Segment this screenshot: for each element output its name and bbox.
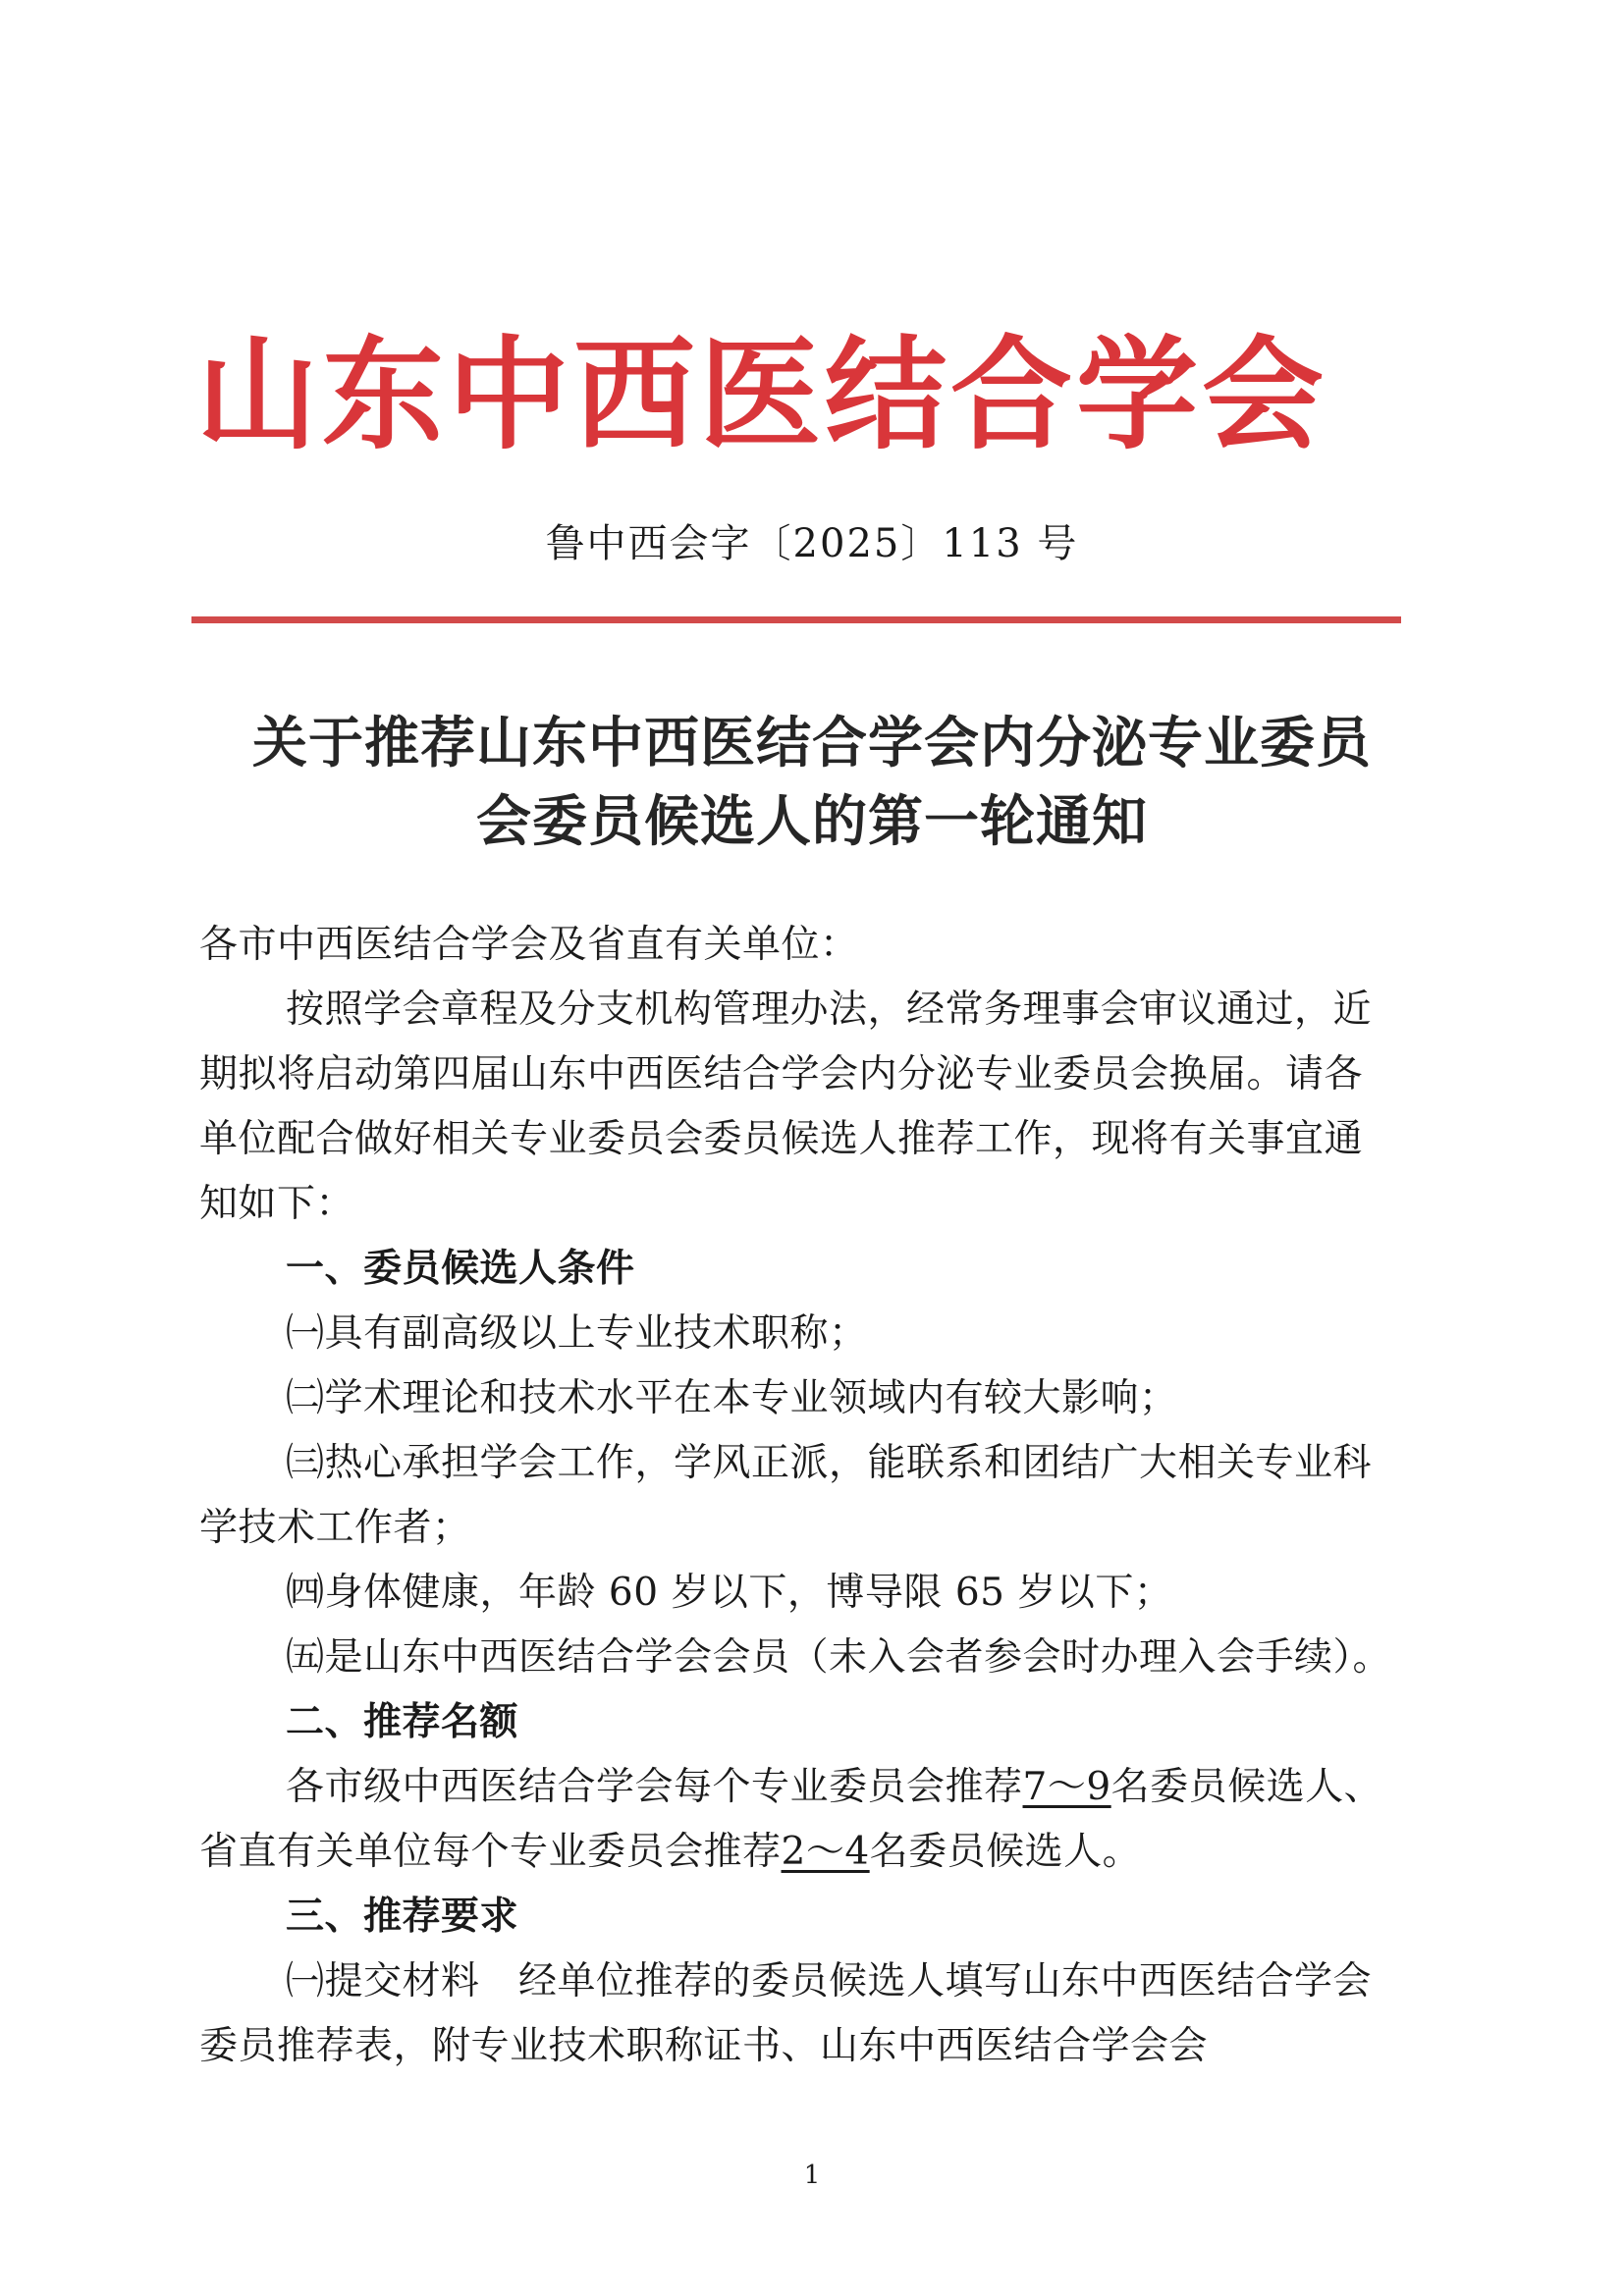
page-number: 1 [803, 2161, 821, 2190]
requirement-item-1: ㈠提交材料 经单位推荐的委员候选人填写山东中西医结合学会委员推荐表，附专业技术职称证书、山东中西医结合学会会 [199, 1959, 1373, 2068]
section-1-heading: 一、委员候选人条件 [286, 1247, 635, 1291]
quota-text-c: 名委员候选人。 [869, 1830, 1142, 1874]
quota-city-value: 7～9 [1022, 1765, 1111, 1809]
condition-item-1: ㈠具有副高级以上专业技术职称； [286, 1311, 868, 1356]
notice-body [199, 913, 1397, 2079]
quota-text-a: 各市级中西医结合学会每个专业委员会推荐 [286, 1765, 1023, 1809]
notice-title [0, 705, 1624, 862]
salutation: 各市中西医结合学会及省直有关单位： [199, 923, 859, 967]
quota-paragraph [199, 1755, 1397, 1885]
section-3-heading: 三、推荐要求 [286, 1895, 519, 1939]
condition-item-3: ㈢热心承担学会工作，学风正派，能联系和团结广大相关专业科学技术工作者； [199, 1441, 1373, 1550]
quota-provincial-value: 2～4 [781, 1830, 870, 1874]
red-divider-line [191, 616, 1401, 623]
intro-paragraph: 按照学会章程及分支机构管理办法，经常务理事会审议通过，近期拟将启动第四届山东中西医结合学会内分泌专业委员会换届。请各单位配合做好相关专业委员会委员候选人推荐工作，现将有关事宜通知如下： [199, 988, 1373, 1226]
org-name-masthead: 山东中西医结合学会 [196, 325, 1328, 466]
condition-item-2: ㈡学术理论和技术水平在本专业领域内有较大影响； [286, 1376, 1178, 1420]
document-number: 鲁中西会字〔2025〕113 号 [545, 521, 1079, 566]
notice-title-line-2: 会委员候选人的第一轮通知 [476, 790, 1148, 854]
notice-title-line-1: 关于推荐山东中西医结合学会内分泌专业委员 [252, 712, 1372, 775]
condition-item-4: ㈣身体健康，年龄 60 岁以下，博导限 65 岁以下； [286, 1571, 1173, 1615]
condition-item-5: ㈤是山东中西医结合学会会员（未入会者参会时办理入会手续）。 [286, 1635, 1392, 1680]
quota-text-b: 名委员候选人、省直有关单位每个专业委员会推荐 [199, 1765, 1383, 1874]
section-2-heading: 二、推荐名额 [286, 1700, 519, 1744]
